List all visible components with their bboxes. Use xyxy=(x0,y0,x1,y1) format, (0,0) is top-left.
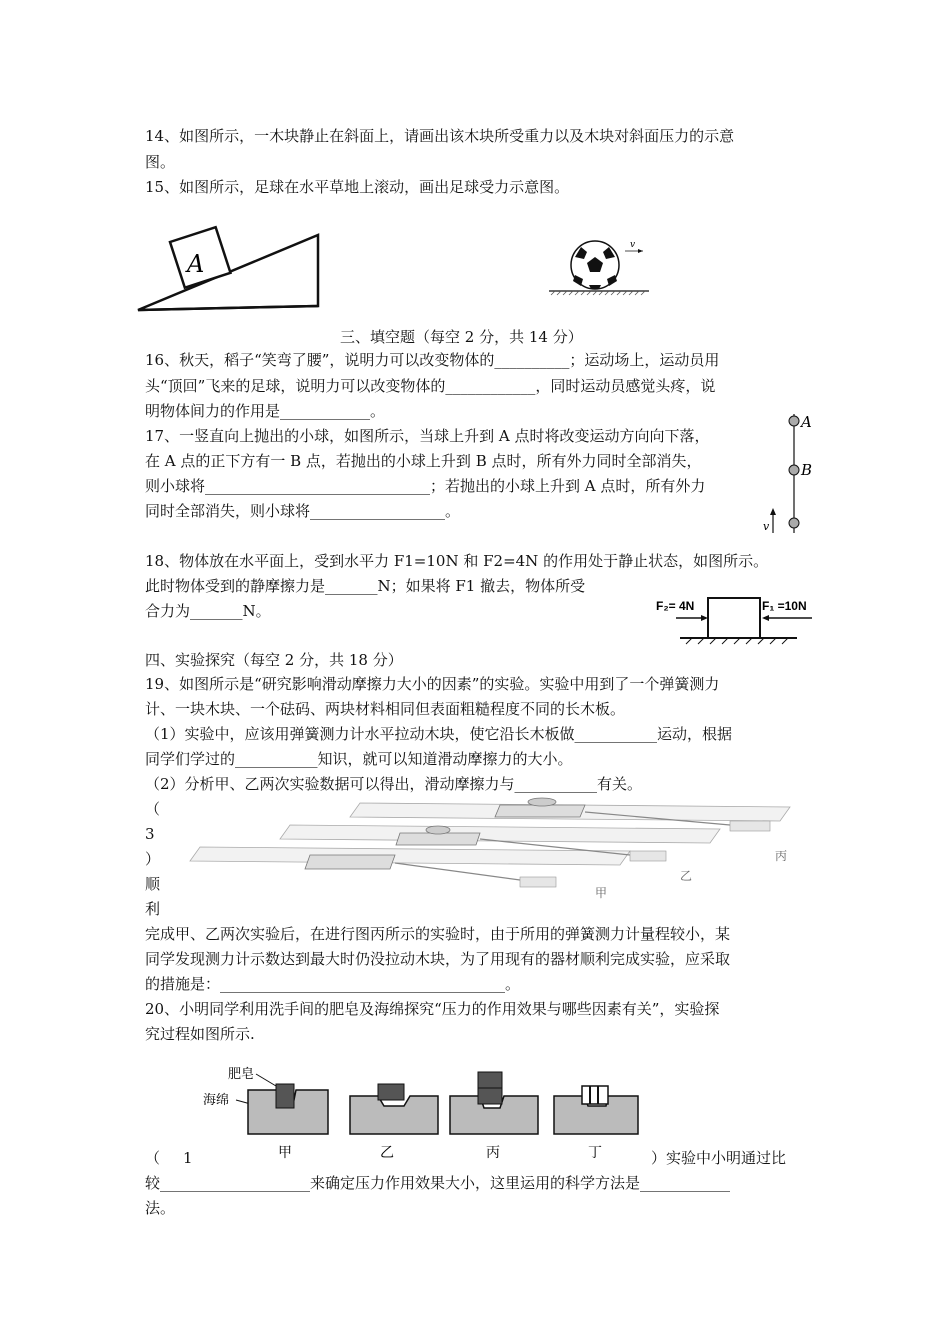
label-bing: 丙 xyxy=(486,1144,500,1160)
q19-part3-char1: 顺 xyxy=(145,875,161,893)
q19-line2: 计、一块木块、一个砝码、两块材料相同但表面粗糙程度不同的长木板。 xyxy=(145,700,626,718)
ball-path-figure xyxy=(758,408,818,538)
q20-part1-line3: 法。 xyxy=(145,1199,176,1217)
q16-line2: 头“顶回”飞来的足球，说明力可以改变物体的____________，同时运动员感觉头疼，说 xyxy=(145,377,716,395)
q18-line2: 此时物体受到的静摩擦力是_______N；如果将 F1 撤去，物体所受 xyxy=(145,577,586,595)
forces-figure xyxy=(652,592,820,652)
board-yi xyxy=(280,825,720,843)
q20-part1-text: ）实验中小明通过比 xyxy=(651,1149,787,1167)
label-yi: 乙 xyxy=(380,1144,394,1160)
soap-bing xyxy=(478,1088,502,1104)
label-bing: 丙 xyxy=(775,849,788,863)
board-jia xyxy=(190,847,630,865)
label-jia: 甲 xyxy=(595,886,608,900)
f1-label: F₁ =10N xyxy=(762,599,807,613)
soap-jia xyxy=(276,1084,294,1108)
point-a-ball xyxy=(789,416,799,426)
q15-line1: 15、如图所示，足球在水平草地上滚动，画出足球受力示意图。 xyxy=(145,178,570,196)
q14-line2: 图。 xyxy=(145,153,176,171)
q14-line1: 14、如图所示，一木块静止在斜面上，请画出该木块所受重力以及木块对斜面压力的示意 xyxy=(145,127,735,145)
section4-heading: 四、实验探究（每空 2 分，共 18 分） xyxy=(145,651,403,669)
velocity-label: v xyxy=(630,240,636,250)
block-yi xyxy=(396,833,480,845)
label-b: B xyxy=(801,461,813,479)
q20-line2: 究过程如图所示. xyxy=(145,1025,255,1043)
incline-figure xyxy=(135,222,330,314)
block-jia xyxy=(305,855,395,869)
q19-part1: （1）实验中，应该用弹簧测力计水平拉动木块，使它沿长木板做___________运动，根据 xyxy=(145,725,733,743)
f2-label: F₂= 4N xyxy=(656,599,695,613)
q18-line3: 合力为_______N。 xyxy=(145,602,271,620)
q20-part1-line2: 较____________________来确定压力作用效果大小，这里运用的科学方法是____________ xyxy=(145,1174,731,1192)
label-ding: 丁 xyxy=(588,1144,602,1160)
q19-part3-char2: 利 xyxy=(145,900,161,918)
q19-part3-number: 3 xyxy=(145,825,155,843)
q17-line3: 则小球将______________________________；若抛出的小球上升到 A 点时，所有外力 xyxy=(145,477,706,495)
q20-line1: 20、小明同学利用洗手间的肥皂及海绵探究“压力的作用效果与哪些因素有关”，实验探 xyxy=(145,1000,720,1018)
q16-line1: 16、秋天，稻子“笑弯了腰”，说明力可以改变物体的__________；运动场上，运动员用 xyxy=(145,351,720,369)
soccer-ball-figure xyxy=(545,235,655,299)
q16-line3: 明物体间力的作用是____________。 xyxy=(145,402,386,420)
q19-part1b: 同学们学过的___________知识，就可以知道滑动摩擦力的大小。 xyxy=(145,750,573,768)
point-b-ball xyxy=(789,465,799,475)
sponge-yi xyxy=(350,1096,438,1134)
q19-part3-line3: 的措施是：______________________________________。 xyxy=(145,975,521,993)
q20-part1-paren: （ xyxy=(145,1149,161,1167)
svg-text:v: v xyxy=(763,520,770,533)
sponge-figure xyxy=(198,1060,643,1160)
hand-bing xyxy=(730,821,770,831)
object-block xyxy=(708,598,760,638)
section3-heading: 三、填空题（每空 2 分，共 14 分） xyxy=(340,328,583,346)
q19-part3-paren-close: ） xyxy=(145,850,161,868)
hand-yi xyxy=(630,851,666,861)
q18-line1: 18、物体放在水平面上，受到水平力 F1=10N 和 F2=4N 的作用处于静止状态，如图所示。 xyxy=(145,552,769,570)
sponge-label: 海绵 xyxy=(203,1092,230,1107)
q19-part2: （2）分析甲、乙两次实验数据可以得出，滑动摩擦力与___________有关。 xyxy=(145,775,643,793)
soap-label: 肥皂 xyxy=(228,1066,255,1081)
friction-boards-figure xyxy=(180,795,805,900)
q17-line4: 同时全部消失，则小球将__________________。 xyxy=(145,502,461,520)
block-label: A xyxy=(187,250,205,278)
label-yi: 乙 xyxy=(680,869,693,883)
q19-line1: 19、如图所示是“研究影响滑动摩擦力大小的因素”的实验。实验中用到了一个弹簧测力 xyxy=(145,675,720,693)
hand-jia xyxy=(520,877,556,887)
q17-line1: 17、一竖直向上抛出的小球，如图所示，当球上升到 A 点时将改变运动方向向下落， xyxy=(145,427,710,445)
soap-yi xyxy=(378,1084,404,1100)
q19-part3-line2: 同学发现测力计示数达到最大时仍没拉动木块，为了用现有的器材顺利完成实验，应采取 xyxy=(145,950,731,968)
block-bing xyxy=(495,805,585,817)
q20-part1-number: 1 xyxy=(183,1149,193,1167)
q19-part3-paren-open: （ xyxy=(145,800,161,818)
q19-part3-line1: 完成甲、乙两次实验后，在进行图丙所示的实验时，由于所用的弹簧测力计量程较小，某 xyxy=(145,925,731,943)
start-ball xyxy=(789,518,799,528)
q17-line2: 在 A 点的正下方有一 B 点，若抛出的小球上升到 B 点时，所有外力同时全部消失， xyxy=(145,452,702,470)
label-jia: 甲 xyxy=(278,1144,292,1160)
label-a: A xyxy=(801,413,812,431)
